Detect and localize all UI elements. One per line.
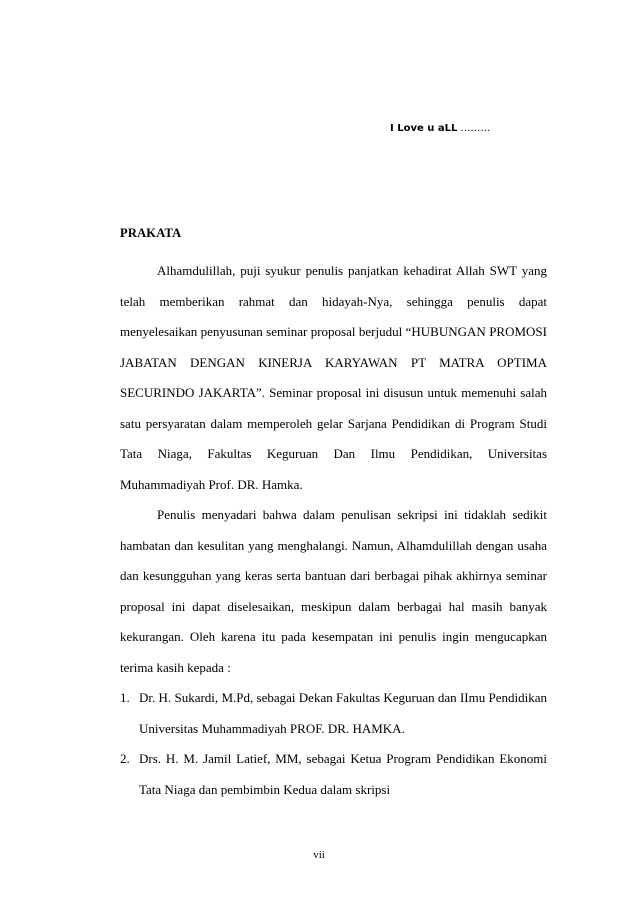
- list-item-text: Drs. H. M. Jamil Latief, MM, sebagai Ketua Program Pendidikan Ekonomi Tata Niaga dan pembimbin Kedua dalam skripsi: [139, 751, 547, 797]
- section-title: PRAKATA: [120, 226, 182, 240]
- paragraph-intro: Alhamdulillah, puji syukur penulis panjatkan kehadirat Allah SWT yang telah memberikan rahmat dan hidayah-Nya, sehingga penulis dapat menyelesaikan penyusunan seminar proposal berjudul “HUBUNGAN PROMOSI JABATAN DENGAN KINERJA KARYAWAN PT MATRA OPTIMA SECURINDO JAKARTA”. Seminar proposal ini disusun untuk memenuhi salah satu persyaratan dalam memperoleh gelar Sarjana Pendidikan di Program Studi Tata Niaga, Fakultas Keguruan Dan Ilmu Pendidikan, Universitas Muhammadiyah Prof. DR. Hamka.: [120, 263, 547, 492]
- list-item-number: 2.: [120, 751, 130, 766]
- list-item-number: 1.: [120, 690, 130, 705]
- list-item: [120, 683, 547, 744]
- list-item: [120, 744, 547, 805]
- page-number: vii: [313, 849, 325, 861]
- paragraph-acknowledgement: Penulis menyadari bahwa dalam penulisan sekripsi ini tidaklah sedikit hambatan dan kesulitan yang menghalangi. Namun, Alhamdulillah dengan usaha dan kesungguhan yang keras serta bantuan dari berbagai pihak akhirnya seminar proposal ini dapat diselesaikan, meskipun dalam berbagai hal masih banyak kekurangan. Oleh karena itu pada kesempatan ini penulis ingin mengucapkan terima kasih kepada :: [120, 507, 547, 675]
- thanks-list: [120, 683, 547, 805]
- body-text: [120, 256, 547, 805]
- header-note-dots: ………: [460, 123, 491, 134]
- header-note: [390, 123, 490, 134]
- list-item-text: Dr. H. Sukardi, M.Pd, sebagai Dekan Fakultas Keguruan dan IImu Pendidikan Universitas Muhammadiyah PROF. DR. HAMKA.: [139, 690, 547, 736]
- header-note-text: I Love u aLL: [390, 123, 458, 134]
